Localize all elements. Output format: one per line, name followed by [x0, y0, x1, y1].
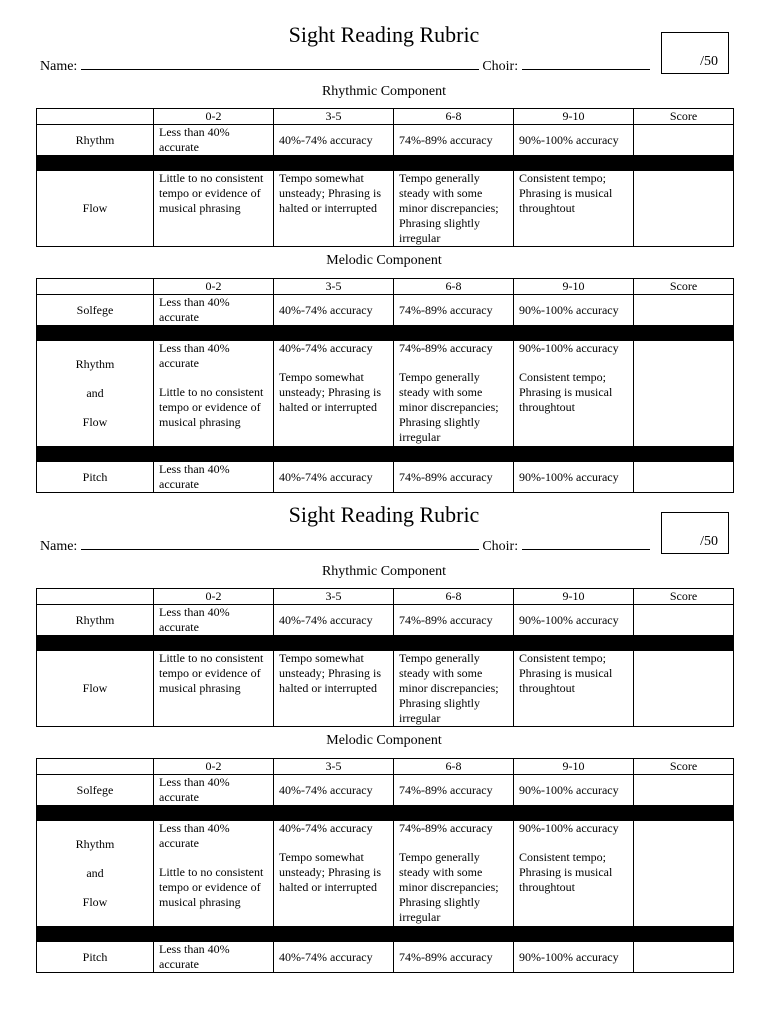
melodic-component-table — [36, 278, 734, 493]
name-choir-line — [40, 537, 650, 556]
choir-label: Choir: — [482, 539, 519, 554]
header-cell: 9-10 — [514, 589, 634, 605]
rubric-cell: 74%-89% accuracy — [394, 295, 514, 326]
divider-bar — [37, 447, 734, 462]
rubric-text: Little to no consistent tempo or evidence of musical phrasing — [159, 865, 264, 909]
rubric-cell: Less than 40% accurate — [154, 295, 274, 326]
name-label: Name: — [40, 539, 78, 554]
rubric-cell: Less than 40% accurate — [154, 462, 274, 493]
rubric-cell: 40%-74% accuracy — [274, 295, 394, 326]
header-cell — [37, 589, 154, 605]
score-cell[interactable] — [634, 341, 734, 447]
header-cell: 3-5 — [274, 279, 394, 295]
divider-bar — [37, 927, 734, 942]
row-label: Solfege — [37, 295, 154, 326]
rubric-text: Little to no consistent tempo or evidence of musical phrasing — [159, 385, 264, 429]
rubric-cell — [154, 821, 274, 927]
rubric-text: 90%-100% accuracy — [519, 821, 619, 835]
rubric-cell: 40%-74% accuracy — [274, 462, 394, 493]
rubric-cell: Less than 40% accurate — [154, 125, 274, 156]
rubric-text: 74%-89% accuracy — [399, 341, 493, 355]
rubric-text: Tempo somewhat unsteady; Phrasing is halted or interrupted — [279, 370, 381, 414]
header-cell — [37, 109, 154, 125]
header-cell: 3-5 — [274, 109, 394, 125]
total-score-label: /50 — [700, 54, 718, 69]
rubric-text: Less than 40% accurate — [159, 341, 230, 370]
score-cell[interactable] — [634, 942, 734, 973]
row-label: Rhythm — [37, 125, 154, 156]
rubric-cell: Less than 40% accurate — [154, 775, 274, 806]
row-label-line: and — [86, 866, 104, 880]
table-header-row — [37, 279, 734, 295]
row-label: Rhythm — [37, 605, 154, 636]
rubric-text: Tempo generally steady with some minor discrepancies; Phrasing slightly irregular — [399, 370, 499, 444]
name-field[interactable] — [81, 537, 479, 550]
header-cell: 0-2 — [154, 109, 274, 125]
rubric-copy-2 — [0, 480, 768, 970]
rubric-title: Sight Reading Rubric — [288, 22, 480, 47]
rubric-cell: Little to no consistent tempo or evidence of musical phrasing — [154, 171, 274, 247]
total-score-box[interactable] — [661, 512, 729, 554]
header-cell: 9-10 — [514, 109, 634, 125]
table-row — [37, 125, 734, 156]
rubric-cell: Tempo somewhat unsteady; Phrasing is halted or interrupted — [274, 171, 394, 247]
divider-bar — [37, 806, 734, 821]
table-header-row — [37, 589, 734, 605]
rubric-cell: Tempo somewhat unsteady; Phrasing is halted or interrupted — [274, 651, 394, 727]
rubric-cell: 90%-100% accuracy — [514, 125, 634, 156]
rubric-cell: 74%-89% accuracy — [394, 775, 514, 806]
rubric-cell: 40%-74% accuracy — [274, 605, 394, 636]
rubric-text: Consistent tempo; Phrasing is musical throughtout — [519, 850, 613, 894]
table-header-row — [37, 109, 734, 125]
rubric-cell: 74%-89% accuracy — [394, 462, 514, 493]
table-header-row — [37, 759, 734, 775]
choir-label: Choir: — [482, 59, 519, 74]
score-cell[interactable] — [634, 295, 734, 326]
row-label-line: Flow — [82, 895, 108, 909]
header-cell: 6-8 — [394, 759, 514, 775]
rubric-cell: 90%-100% accuracy — [514, 295, 634, 326]
rubric-text: Tempo generally steady with some minor discrepancies; Phrasing slightly irregular — [399, 850, 499, 924]
rubric-cell — [154, 341, 274, 447]
melodic-component-heading: Melodic Component — [326, 733, 442, 748]
rubric-cell: Less than 40% accurate — [154, 605, 274, 636]
row-label-line: and — [86, 386, 104, 400]
score-cell[interactable] — [634, 605, 734, 636]
table-row — [37, 775, 734, 806]
rubric-cell: 74%-89% accuracy — [394, 942, 514, 973]
table-row — [37, 651, 734, 727]
rubric-cell: 40%-74% accuracy — [274, 775, 394, 806]
table-row — [37, 171, 734, 247]
rhythmic-component-heading: Rhythmic Component — [321, 84, 447, 99]
header-cell: 0-2 — [154, 759, 274, 775]
melodic-component-table — [36, 758, 734, 973]
total-score-label: /50 — [700, 534, 718, 549]
rubric-cell: Less than 40% accurate — [154, 942, 274, 973]
rhythmic-component-table — [36, 108, 734, 247]
rubric-cell: Tempo generally steady with some minor discrepancies; Phrasing slightly irregular — [394, 651, 514, 727]
row-label-line: Rhythm — [75, 357, 115, 371]
rubric-cell: 40%-74% accuracy — [274, 942, 394, 973]
header-cell: 6-8 — [394, 589, 514, 605]
rubric-title: Sight Reading Rubric — [288, 502, 480, 527]
rubric-cell — [274, 341, 394, 447]
rubric-cell — [514, 821, 634, 927]
score-cell[interactable] — [634, 651, 734, 727]
header-cell: 6-8 — [394, 109, 514, 125]
row-label — [37, 341, 154, 447]
total-score-box[interactable] — [661, 32, 729, 74]
rubric-cell: 90%-100% accuracy — [514, 942, 634, 973]
table-row — [37, 295, 734, 326]
row-label: Flow — [37, 651, 154, 727]
score-cell[interactable] — [634, 821, 734, 927]
rubric-cell: 90%-100% accuracy — [514, 605, 634, 636]
header-cell: Score — [634, 589, 734, 605]
rubric-text: 90%-100% accuracy — [519, 341, 619, 355]
header-cell: 9-10 — [514, 759, 634, 775]
header-cell: 0-2 — [154, 279, 274, 295]
rubric-text: Tempo somewhat unsteady; Phrasing is halted or interrupted — [279, 850, 381, 894]
table-row — [37, 942, 734, 973]
header-cell: 0-2 — [154, 589, 274, 605]
header-cell: Score — [634, 109, 734, 125]
rubric-cell — [514, 341, 634, 447]
name-choir-line — [40, 57, 650, 76]
rubric-copy-1 — [0, 0, 768, 490]
rubric-cell: 90%-100% accuracy — [514, 462, 634, 493]
header-cell — [37, 279, 154, 295]
melodic-component-heading: Melodic Component — [326, 253, 442, 268]
rubric-cell — [394, 821, 514, 927]
table-row — [37, 605, 734, 636]
header-cell: Score — [634, 759, 734, 775]
table-row — [37, 341, 734, 447]
rubric-cell: Tempo generally steady with some minor discrepancies; Phrasing slightly irregular — [394, 171, 514, 247]
divider-bar — [37, 156, 734, 171]
row-label-line: Rhythm — [75, 837, 115, 851]
header-cell: 6-8 — [394, 279, 514, 295]
row-label: Pitch — [37, 462, 154, 493]
choir-field[interactable] — [522, 537, 650, 550]
rubric-cell: 40%-74% accuracy — [274, 125, 394, 156]
header-cell: Score — [634, 279, 734, 295]
rubric-text: 74%-89% accuracy — [399, 821, 493, 835]
rubric-text: 40%-74% accuracy — [279, 821, 373, 835]
row-label: Pitch — [37, 942, 154, 973]
rhythmic-component-heading: Rhythmic Component — [321, 564, 447, 579]
choir-field[interactable] — [522, 57, 650, 70]
rubric-text: Consistent tempo; Phrasing is musical throughtout — [519, 370, 613, 414]
score-cell[interactable] — [634, 775, 734, 806]
header-cell — [37, 759, 154, 775]
name-label: Name: — [40, 59, 78, 74]
divider-bar — [37, 636, 734, 651]
rubric-cell: Little to no consistent tempo or evidence of musical phrasing — [154, 651, 274, 727]
header-cell: 9-10 — [514, 279, 634, 295]
rubric-cell: Consistent tempo; Phrasing is musical throughtout — [514, 651, 634, 727]
row-label-line: Flow — [82, 415, 108, 429]
rubric-cell — [394, 341, 514, 447]
rubric-text: Less than 40% accurate — [159, 821, 230, 850]
row-label: Flow — [37, 171, 154, 247]
rubric-cell: 74%-89% accuracy — [394, 125, 514, 156]
name-field[interactable] — [81, 57, 479, 70]
header-cell: 3-5 — [274, 759, 394, 775]
score-cell[interactable] — [634, 125, 734, 156]
header-cell: 3-5 — [274, 589, 394, 605]
divider-bar — [37, 326, 734, 341]
row-label: Solfege — [37, 775, 154, 806]
table-row — [37, 821, 734, 927]
rubric-cell: Consistent tempo; Phrasing is musical throughtout — [514, 171, 634, 247]
rubric-cell — [274, 821, 394, 927]
rubric-cell: 90%-100% accuracy — [514, 775, 634, 806]
rubric-text: 40%-74% accuracy — [279, 341, 373, 355]
rhythmic-component-table — [36, 588, 734, 727]
rubric-cell: 74%-89% accuracy — [394, 605, 514, 636]
score-cell[interactable] — [634, 171, 734, 247]
row-label — [37, 821, 154, 927]
